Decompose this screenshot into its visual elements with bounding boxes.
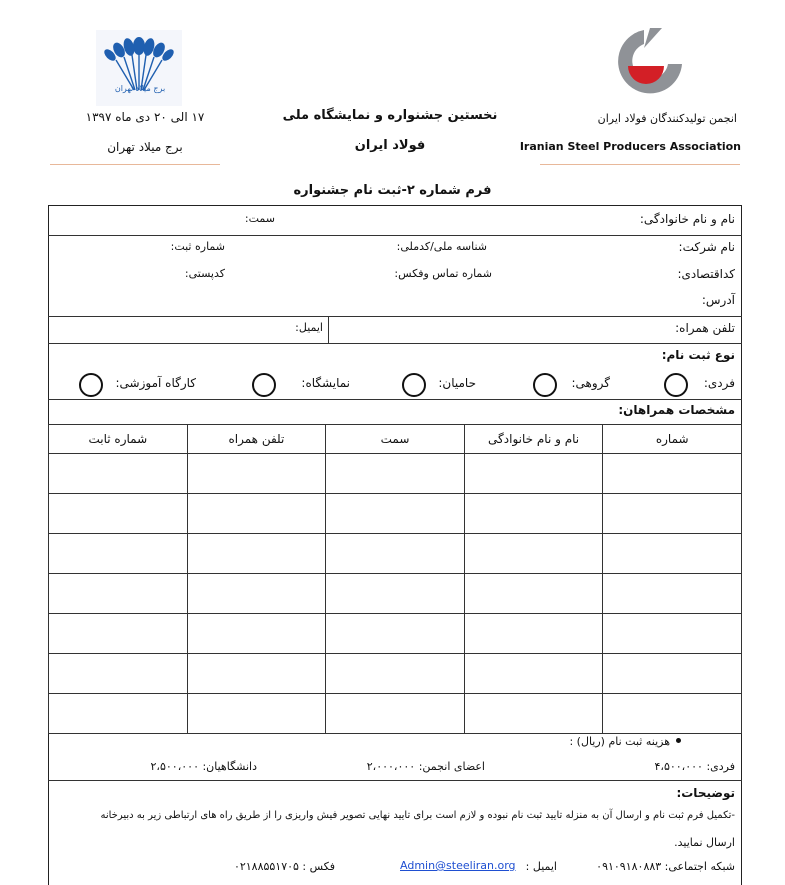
contact-fax: فکس : ۰۲۱۸۸۵۵۱۷۰۵ xyxy=(233,860,335,873)
companion-cell[interactable] xyxy=(326,454,465,494)
contact-email-label: ایمیل : xyxy=(525,860,557,873)
companion-cell[interactable] xyxy=(187,574,326,614)
notes-label: توضیحات: xyxy=(676,786,735,800)
companion-cell[interactable] xyxy=(603,534,742,574)
companion-cell[interactable] xyxy=(49,534,188,574)
companion-cell[interactable] xyxy=(464,454,603,494)
companion-cell[interactable] xyxy=(326,574,465,614)
option-individual-label: فردی: xyxy=(703,376,735,390)
col-full-name: نام و نام خانوادگی xyxy=(464,425,603,454)
option-sponsors-radio[interactable] xyxy=(402,373,426,397)
companion-cell[interactable] xyxy=(187,654,326,694)
companion-row xyxy=(49,654,742,694)
form-title: فرم شماره ۲-ثبت نام جشنواره xyxy=(293,183,492,198)
registration-type-label: نوع ثبت نام: xyxy=(661,348,735,362)
companion-cell[interactable] xyxy=(49,494,188,534)
fee-label: هزینه ثبت نام (ریال) : xyxy=(569,735,670,748)
milad-logo-caption: برج میلاد تهران xyxy=(114,84,166,93)
companion-row xyxy=(49,494,742,534)
header-divider-right xyxy=(540,164,740,165)
col-number: شماره xyxy=(603,425,742,454)
phone-fax-field[interactable]: شماره تماس وفکس: xyxy=(394,267,492,280)
companion-cell[interactable] xyxy=(603,614,742,654)
option-workshop-radio[interactable] xyxy=(79,373,103,397)
milad-tower-logo xyxy=(96,30,182,106)
contact-email-link[interactable]: Admin@steeliran.org xyxy=(400,859,516,872)
companion-cell[interactable] xyxy=(326,614,465,654)
companions-label: مشخصات همراهان: xyxy=(618,403,735,417)
association-logo xyxy=(604,24,688,94)
companion-cell[interactable] xyxy=(464,654,603,694)
companion-cell[interactable] xyxy=(49,574,188,614)
address-field[interactable]: آدرس: xyxy=(701,293,735,307)
companion-cell[interactable] xyxy=(464,694,603,734)
notes-line2: ارسال نمایید. xyxy=(674,836,735,849)
companion-cell[interactable] xyxy=(464,494,603,534)
companion-row xyxy=(49,614,742,654)
position-field[interactable]: سمت: xyxy=(244,212,275,225)
col-mobile: تلفن همراه xyxy=(187,425,326,454)
option-individual-radio[interactable] xyxy=(664,373,688,397)
companion-cell[interactable] xyxy=(187,534,326,574)
companion-cell[interactable] xyxy=(49,694,188,734)
companion-cell[interactable] xyxy=(326,494,465,534)
fee-individual: فردی: ۴،۵۰۰،۰۰۰ xyxy=(654,760,735,773)
fee-students: دانشگاهیان: ۲،۵۰۰،۰۰۰ xyxy=(150,760,257,773)
option-sponsors-label: حامیان: xyxy=(438,376,476,390)
option-group-radio[interactable] xyxy=(533,373,557,397)
reg-number-field[interactable]: شماره ثبت: xyxy=(170,240,225,253)
email-field[interactable]: ایمیل: xyxy=(295,321,323,334)
event-subtitle: فولاد ایران xyxy=(354,138,426,153)
mobile-field[interactable]: تلفن همراه: xyxy=(675,321,735,335)
option-exhibition-radio[interactable] xyxy=(252,373,276,397)
companion-cell[interactable] xyxy=(464,534,603,574)
companion-cell[interactable] xyxy=(603,574,742,614)
companion-cell[interactable] xyxy=(49,614,188,654)
companions-table xyxy=(48,424,742,734)
companion-cell[interactable] xyxy=(464,614,603,654)
postal-code-field[interactable]: کدپستی: xyxy=(184,267,225,280)
companion-cell[interactable] xyxy=(187,614,326,654)
companion-row xyxy=(49,574,742,614)
companion-row xyxy=(49,534,742,574)
contact-social: شبکه اجتماعی: ۰۹۱۰۹۱۸۰۸۸۳ xyxy=(596,860,735,873)
companion-cell[interactable] xyxy=(49,654,188,694)
col-landline: شماره ثابت xyxy=(49,425,188,454)
companions-header-row xyxy=(49,425,742,454)
companion-cell[interactable] xyxy=(326,534,465,574)
companion-cell[interactable] xyxy=(326,694,465,734)
option-exhibition-label: نمایشگاه: xyxy=(301,376,350,390)
fee-members: اعضای انجمن: ۲،۰۰۰،۰۰۰ xyxy=(366,760,485,773)
full-name-field[interactable]: نام و نام خانوادگی: xyxy=(639,212,735,226)
option-workshop-label: کارگاه آموزشی: xyxy=(115,376,196,390)
companion-cell[interactable] xyxy=(603,494,742,534)
companion-cell[interactable] xyxy=(326,654,465,694)
companion-cell[interactable] xyxy=(603,654,742,694)
company-field[interactable]: نام شرکت: xyxy=(678,240,735,254)
col-position: سمت xyxy=(326,425,465,454)
companion-cell[interactable] xyxy=(49,454,188,494)
economic-code-field[interactable]: کداقتصادی: xyxy=(677,267,735,281)
fee-bullet xyxy=(676,738,681,743)
option-group-label: گروهی: xyxy=(571,376,610,390)
companion-cell[interactable] xyxy=(464,574,603,614)
companion-row xyxy=(49,454,742,494)
association-name-en: Iranian Steel Producers Association xyxy=(519,140,741,153)
association-name-fa: انجمن تولیدکنندگان فولاد ایران xyxy=(597,112,737,125)
companion-cell[interactable] xyxy=(603,454,742,494)
companion-cell[interactable] xyxy=(187,494,326,534)
companion-cell[interactable] xyxy=(187,454,326,494)
companion-cell[interactable] xyxy=(603,694,742,734)
event-date: ۱۷ الی ۲۰ دی ماه ۱۳۹۷ xyxy=(85,110,205,124)
event-venue: برج میلاد تهران xyxy=(107,140,183,154)
header-divider-left xyxy=(50,164,220,165)
notes-line1: -تکمیل فرم ثبت نام و ارسال آن به منزله تایید ثبت نام نبوده و لازم است برای تایید نهایی تصویر فیش واریزی را از طریق راه های ارتباطی زیر به دبیرخانه xyxy=(100,810,735,821)
companion-row xyxy=(49,694,742,734)
event-title: نخستین جشنواره و نمایشگاه ملی xyxy=(282,108,498,123)
companion-cell[interactable] xyxy=(187,694,326,734)
national-id-field[interactable]: شناسه ملی/کدملی: xyxy=(396,240,487,253)
